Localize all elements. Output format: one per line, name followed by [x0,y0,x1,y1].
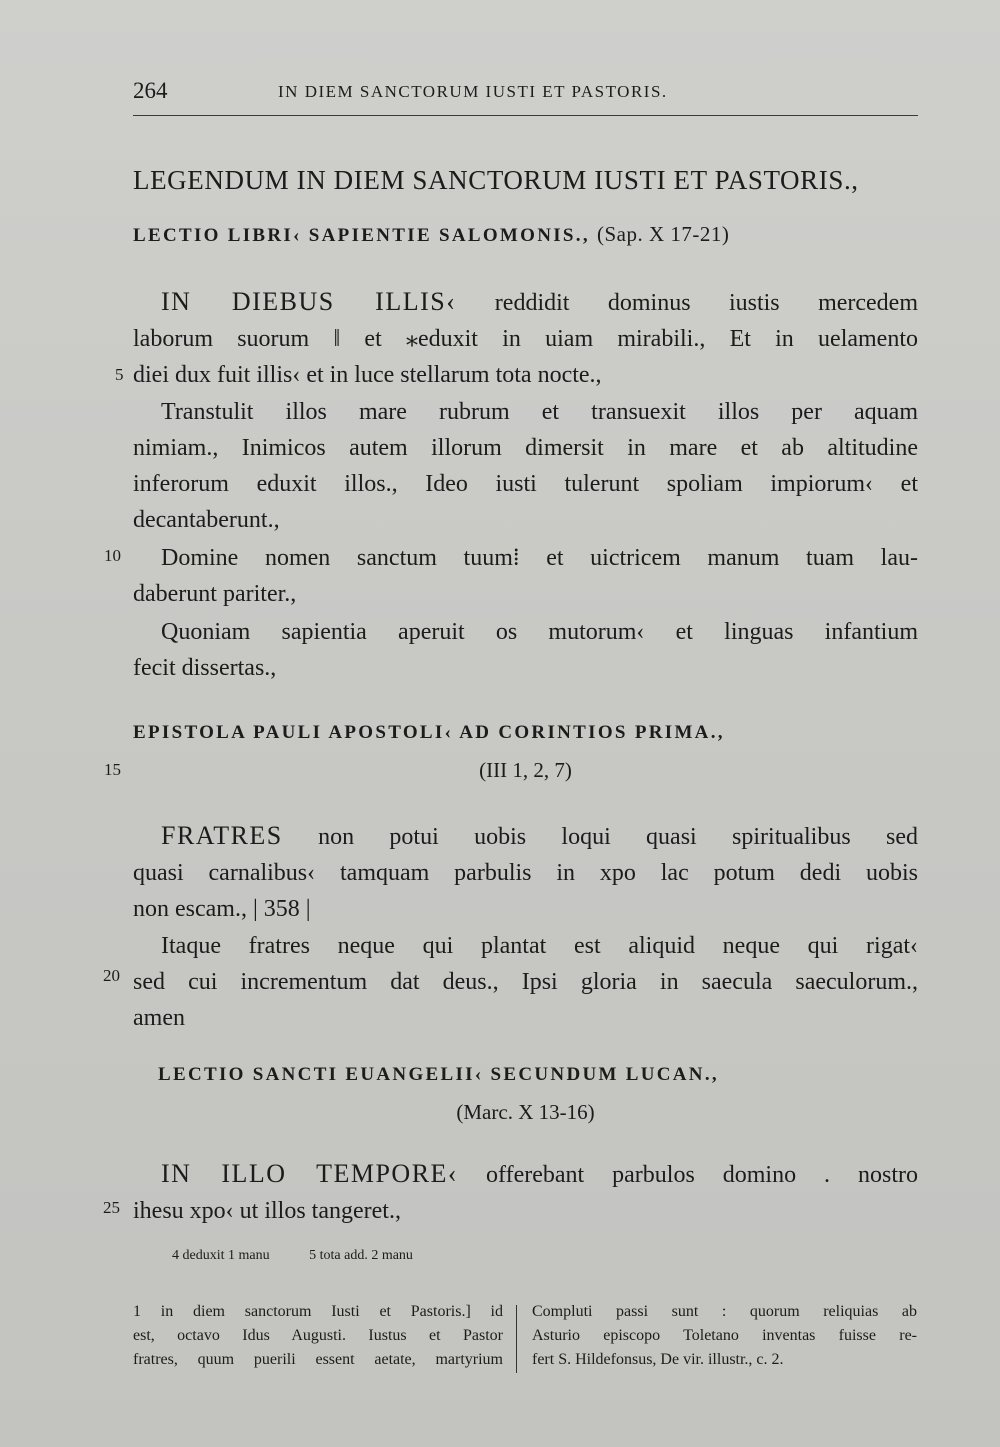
text-line: decantaberunt., [133,507,280,533]
text-line: amen [133,1005,185,1031]
text-line [133,1156,918,1193]
footnote-right-column [532,1300,917,1372]
page-number: 264 [133,78,168,103]
lection-1-paragraph-4 [133,614,918,686]
apparatus-note: 5 tota add. 2 manu [309,1248,413,1263]
line-number: 10 [104,546,121,565]
text-line: Itaque fratres neque qui plantat est aliquid neque qui rigat‹ [161,933,918,959]
text-line: non escam., | 358 | [133,896,311,922]
running-title: IN DIEM SANCTORUM IUSTI ET PASTORIS. [278,82,668,101]
opening-caps: IN ILLO TEMPORE‹ [161,1159,459,1188]
line-text: offerebant parbulos domino . nostro [486,1162,918,1188]
footnote-line: 1 in diem sanctorum Iusti et Pastoris.] id [133,1303,503,1320]
line-number: 20 [103,966,120,985]
lection-3-paragraph-1 [133,1156,918,1229]
footnote-line: Compluti passi sunt : quorum reliquias ab [532,1303,917,1320]
footnote-line: fratres, quum puerili essent aetate, martyrium [133,1351,503,1368]
text-line: nimiam., Inimicos autem illorum dimersit in mare et ab altitudine [133,435,918,461]
opening-caps: FRATRES [161,821,283,850]
page-header [133,78,918,108]
line-number: 5 [115,365,124,384]
lection-1-paragraph-3 [133,540,918,612]
lection-1-title: LECTIO LIBRI‹ SAPIENTIE SALOMONIS., [133,225,590,246]
text-line: sed cui incrementum dat deus., Ipsi gloria in saecula saeculorum., [133,969,918,995]
lection-2-reference: (III 1, 2, 7) [479,758,572,782]
text-line [133,284,918,321]
critical-apparatus [172,1248,413,1264]
footnote-left-column [133,1300,503,1372]
footnote-line: est, octavo Idus Augusti. Iustus et Pastor [133,1327,503,1344]
text-line: ihesu xpo‹ ut illos tangeret., [133,1198,401,1224]
text-line: Transtulit illos mare rubrum et transuexit illos per aquam [161,399,918,425]
text-line: daberunt pariter., [133,581,297,607]
footnote-line: fert S. Hildefonsus, De vir. illustr., c. 2. [532,1351,784,1368]
line-number: 25 [103,1198,120,1217]
lection-1-paragraph-2 [133,394,918,538]
lection-1-paragraph-1 [133,284,918,393]
apparatus-note: 4 deduxit 1 manu [172,1248,270,1263]
text-line: Quoniam sapientia aperuit os mutorum‹ et linguas infantium [161,619,918,645]
text-line: fecit dissertas., [133,655,277,681]
footnote-divider [516,1305,517,1373]
footnote-line: Asturio episcopo Toletano inventas fuisse re- [532,1327,917,1344]
text-line: diei dux fuit illis‹ et in luce stellarum tota nocte., [133,362,602,388]
lection-3-heading: LECTIO SANCTI EUANGELII‹ SECUNDUM LUCAN., [158,1064,719,1085]
page-title: LEGENDUM IN DIEM SANCTORUM IUSTI ET PASTORIS., [133,165,859,195]
text-line [133,818,918,855]
line-text: reddidit dominus iustis mercedem [494,290,918,316]
lection-3-reference: (Marc. X 13-16) [456,1100,595,1124]
lection-2-paragraph-2 [133,928,918,1036]
text-line: Domine nomen sanctum tuum⁞ et uictricem manum tuam lau- [161,545,918,571]
lection-2-heading: EPISTOLA PAULI APOSTOLI‹ AD CORINTIOS PRIMA., [133,722,725,743]
lection-1-reference: (Sap. X 17-21) [596,222,730,246]
text-line: inferorum eduxit illos., Ideo iusti tulerunt spoliam impiorum‹ et [133,471,918,497]
opening-caps: IN DIEBUS ILLIS‹ [161,287,457,316]
header-rule [133,115,918,116]
lection-1-heading [133,222,918,247]
line-number: 15 [104,760,121,779]
line-text: non potui uobis loqui quasi spiritualibus sed [318,824,919,850]
text-line: quasi carnalibus‹ tamquam parbulis in xpo lac potum dedi uobis [133,860,918,886]
lection-2-paragraph-1 [133,818,918,927]
text-line: laborum suorum ‖ et ⁎eduxit in uiam mirabili., Et in uelamento [133,326,918,352]
